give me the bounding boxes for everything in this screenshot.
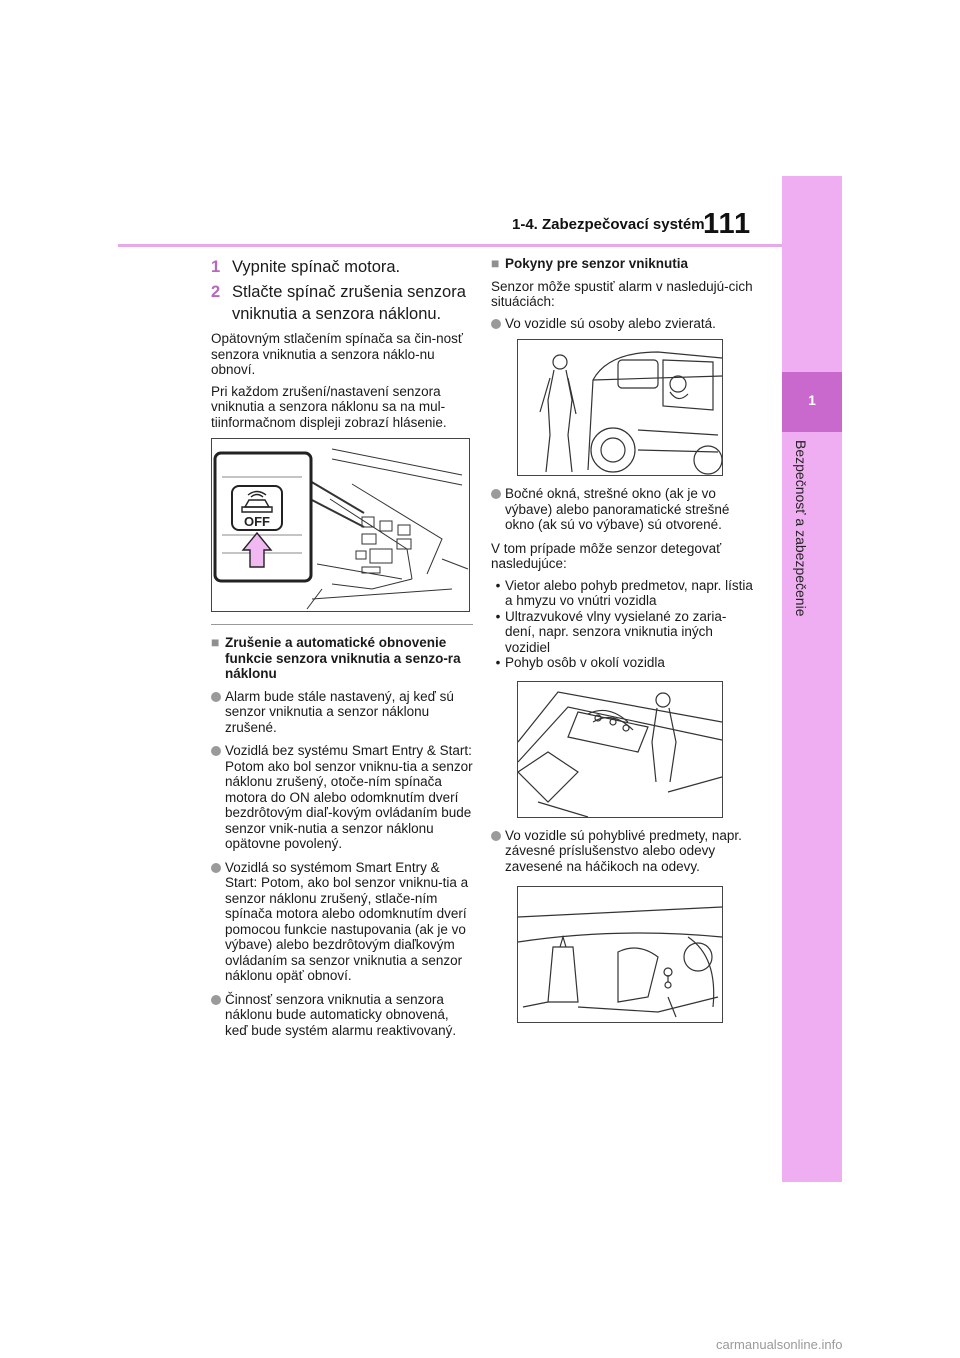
- bullet-icon: [211, 863, 221, 873]
- section-heading: [211, 635, 473, 682]
- dash-marker: •: [495, 655, 501, 670]
- open-roof-figure: [517, 681, 723, 818]
- header-rule: [118, 244, 782, 247]
- page-number: 111: [703, 208, 752, 240]
- step-text: Vypnite spínač motora.: [232, 258, 401, 276]
- list-item: [211, 743, 473, 852]
- list-item-text: Vietor alebo pohyb predmetov, napr. lístia a hmyzu vo vnútri vozidla: [505, 577, 753, 608]
- list-item-text: Vo vozidle sú osoby alebo zvieratá.: [505, 315, 716, 331]
- paragraph: Opätovným stlačením spínača sa čin-nosť senzora vniknutia a senzora náklo-nu obnoví.: [211, 331, 463, 377]
- divider: [211, 624, 473, 625]
- list-item-text: Vo vozidle sú pohyblivé predmety, napr. závesné príslušenstvo alebo odevy zavesené na háčikoch na odevy.: [505, 827, 742, 874]
- list-item-text: Vozidlá so systémom Smart Entry & Start: Potom, ako bol senzor vniknu-tia a senzor náklonu zrušený, stlače-ním spínača motora alebo odomknutím dverí pomocou funkcie nastupovania (ak je vo výbave) alebo bezdrôtovým diaľkovým ovládaním sa senzor vniknutia a senzor náklonu opäť obnoví.: [225, 859, 469, 983]
- list-item-text: Činnosť senzora vniknutia a senzora náklonu bude automaticky obnovená, keď bude systém alarmu reaktivovaný.: [225, 991, 457, 1038]
- list-item: [491, 486, 753, 533]
- bullet-icon: [491, 319, 501, 329]
- step-1: [211, 256, 473, 278]
- overhead-console-illustration: [212, 439, 469, 611]
- watermark: carmanualsonline.info: [716, 1337, 843, 1352]
- list-item: [491, 828, 753, 875]
- people-in-car-figure: [517, 339, 723, 476]
- bullet-icon: [491, 489, 501, 499]
- step-text: Stlačte spínač zrušenia senzora vniknutia a senzora náklonu.: [232, 283, 466, 323]
- dash-list-item: [491, 609, 753, 656]
- section-heading-text: Pokyny pre senzor vniknutia: [505, 256, 689, 271]
- car-with-occupants-illustration: [518, 340, 722, 475]
- chapter-label: Bezpečnosť a zabezpečenie: [793, 440, 809, 617]
- chapter-number: 1: [808, 392, 816, 408]
- list-item-text: Alarm bude stále nastavený, aj keď sú senzor vniknutia a senzor náklonu zrušené.: [225, 688, 454, 735]
- step-2: [211, 281, 473, 325]
- section-heading: [491, 256, 753, 272]
- car-interior-clothes-illustration: [518, 887, 722, 1022]
- car-open-roof-illustration: [518, 682, 722, 817]
- section-title: 1-4. Zabezpečovací systém: [512, 216, 705, 233]
- paragraph: V tom prípade môže senzor detegovať nasledujúce:: [491, 540, 722, 571]
- bullet-icon: [211, 746, 221, 756]
- bullet-icon: [211, 692, 221, 702]
- list-item: [491, 316, 753, 332]
- dash-list-item: [491, 578, 753, 609]
- step-number: 2: [211, 283, 221, 301]
- left-column: [211, 256, 473, 1046]
- square-bullet-icon: ■: [211, 634, 220, 650]
- dash-marker: •: [495, 577, 501, 593]
- bullet-icon: [211, 995, 221, 1005]
- dash-marker: •: [495, 608, 501, 624]
- chapter-side-tab: [782, 176, 842, 1182]
- dash-list: [491, 578, 753, 671]
- section-heading-text: Zrušenie a automatické obnovenie funkcie senzora vniknutia a senzo-ra náklonu: [225, 635, 461, 681]
- list-item-text: Pohyb osôb v okolí vozidla: [505, 655, 665, 670]
- dash-list-item: [491, 655, 753, 671]
- list-item-text: Bočné okná, strešné okno (ak je vo výbave) alebo panoramatické strešné okno (ak sú vo výbave) sú otvorené.: [505, 486, 730, 532]
- paragraph: Senzor môže spustiť alarm v nasledujú-cich situáciách:: [491, 278, 753, 309]
- list-item: [211, 689, 473, 736]
- list-item: [211, 992, 473, 1039]
- list-item-text: Ultrazvukové vlny vysielané zo zaria-dení, napr. senzora vniknutia iných vozidiel: [505, 608, 727, 655]
- hanging-clothes-figure: [517, 886, 723, 1023]
- switch-figure: [211, 438, 470, 612]
- list-item: [211, 860, 473, 984]
- list-item-text: Vozidlá bez systému Smart Entry & Start: Potom ako bol senzor vniknu-tia a senzor náklonu zrušený, otoče-ním spínača motora do ON alebo odomknutím dverí bezdrôtovým diaľ-kovým ovládaním bude senzor vnik-nutia a senzor náklonu opätovne povolený.: [225, 743, 473, 851]
- bullet-icon: [491, 831, 501, 841]
- right-column: [491, 256, 753, 1023]
- step-number: 1: [211, 258, 221, 276]
- square-bullet-icon: ■: [491, 255, 500, 271]
- off-label: OFF: [244, 514, 270, 529]
- paragraph: Pri každom zrušení/nastavení senzora vniknutia a senzora náklonu sa na mul-tiinformačnom displeji zobrazí hlásenie.: [211, 383, 447, 430]
